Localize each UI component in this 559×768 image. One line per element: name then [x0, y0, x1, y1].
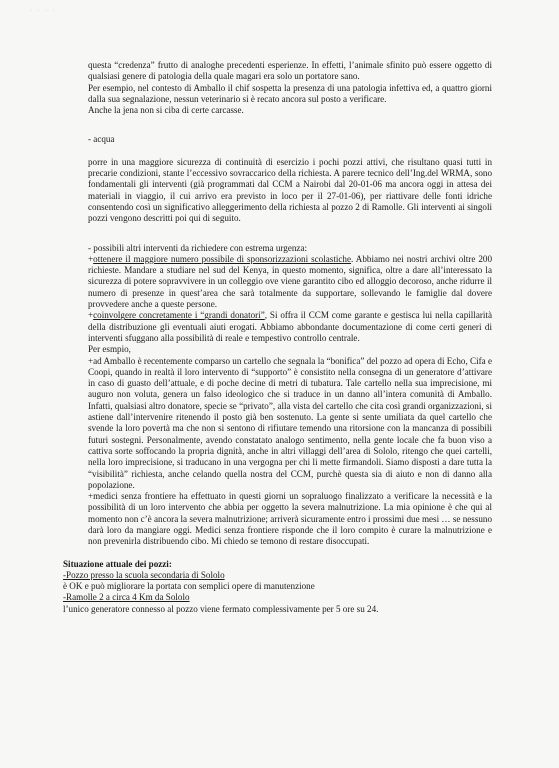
- well-2-text: l’unico generatore connesso al pozzo viene fermato complessivamente per 5 ore su 24.: [63, 603, 379, 614]
- paragraph-amballo-chif: Per esempio, nel contesto di Amballo il chif sospetta la presenza di una patologia infettiva ed, a quattro giorni dalla sua segnalazione, nessun veterinario si è recato ancora sul posto a verificare.: [88, 82, 492, 104]
- sponsorships-text: . Abbiamo nei nostri archivi oltre 200 richieste. Mandare a studiare nel sud del Kenya, in questo momento, significa, oltre a dare all’interessato la sicurezza di potere sopravvivere in un colleggio ove viene garantito cibo ed alloggio decoroso, anche ridurre il numero di presenze in quest’area che sarà totalmente da supportare, sollevando le famiglie dal dovere provvedere anche a queste persone.: [88, 253, 492, 310]
- donors-text: , Si offra il CCM come garante e gestisca lui nella capillarità della distribuzione gli eventuali aiuti erogati. Abbiamo abbondante documentazione di come certi generi di interventi sfuggano alla possibilità di reale e tempestivo controllo centrale.: [88, 310, 492, 343]
- example-intro: Per esmpio,: [88, 344, 131, 355]
- section-heading-water: - acqua: [88, 134, 115, 145]
- scan-artifact: · · · ·: [30, 8, 57, 14]
- section-heading-other-interventions: - possibili altri interventi da richiedere con estrema urgenza:: [88, 242, 308, 253]
- bullet-plus: +: [88, 253, 94, 264]
- well-1-title: -Pozzo presso la scuola secondaria di Sololo: [63, 569, 225, 580]
- paragraph-donors: [88, 310, 492, 344]
- paragraph-amballo-sign: +ad Amballo è recentemente comparso un cartello che segnala la “bonifica” del pozzo ad opera di Echo, Cifa e Coopi, quando in realtà il loro intervento di “supporto” è consistito nella consegna di un generatore d’attivare in caso di guasto dell’attuale, e di poche decine di metri di tubatura. Tale cartello nella sua imprecisione, mi auguro non voluta, genera un falso ideologico che si traduce in un danno all’intera comunità di Amballo. Infatti, qualsiasi altro donatore, specie se “privato”, alla vista del cartello che cita così grandi organizzazioni, si astiene dall’intervenire ritenendo il posto già ben sostenuto. La gente si sente umiliata da quel cartello che svende la loro povertà ma che non si sentono di rifiutare temendo una ritorsione con la mancanza di possibili futuri sostegni. Personalmente, avendo constatato analogo sentimento, nella gente locale che fa buon viso a cattiva sorte soffocando la propria dignità, anche in altri villaggi dell’area di Sololo, ritengo che quei cartelli, nella loro imprecisione, si traducano in una vergogna per chi li mette firmandoli. Siamo disposti a dare tutta la “visibilità” richiesta, anche celando quella nostra del CCM, purchè questa sia di aiuto e non di danno alla popolazione.: [88, 355, 492, 490]
- paragraph-msf: +medici senza frontiere ha effettuato in questi giorni un sopraluogo finalizzato a verificare la necessità e la possibilità di un loro intervento che abbia per oggetto la severa malnutrizione. La mia opinione è che qui al momento non c’è ancora la severa malnutrizione; arriverà sicuramente entro i prossimi due mesi … se nessuno darà loro da mangiare oggi. Medici senza frontiere risponde che il loro compito è curare la malnutrizione e non prevenirla distribuendo cibo. Mi chiedo se temono di restare disoccupati.: [88, 491, 492, 547]
- paragraph-credenza: questa “credenza” frutto di analoghe precedenti esperienze. In effetti, l’animale sfinito può essere oggetto di qualsiasi genere di patologia della quale magari era solo un portatore sano.: [88, 60, 492, 82]
- paragraph-jena: Anche la jena non si ciba di certe carcasse.: [88, 105, 244, 116]
- paragraph-sponsorships: [88, 254, 492, 310]
- well-1-text: è OK e può migliorare la portata con semplici opere di manutenzione: [63, 581, 315, 592]
- document-body: [63, 60, 492, 615]
- paragraph-water: porre in una maggiore sicurezza di continuità di esercizio i pochi pozzi attivi, che risultano quasi tutti in precarie condizioni, stante l’eccessivo sovraccarico della richiesta. A parere tecnico dell’Ing.del WRMA, sono fondamentali gli interventi (già programmati dal CCM a Nairobi dal 20-01-06 ma ancora oggi in attesa dei materiali in viaggio, il cui arrivo era previsto in loco per il 27-01-06), per riattivare delle fonti idriche consentendo così un significativo alleggerimento della richiesta al pozzo 2 di Ramolle. Gli interventi ai singoli pozzi vengono descritti poi qui di seguito.: [88, 156, 492, 224]
- wells-heading: Situazione attuale dei pozzi:: [63, 558, 172, 569]
- sponsorships-underlined: ottenere il maggiore numero possibile di sponsorizzazioni scolastiche: [93, 253, 352, 264]
- bullet-plus: +: [88, 310, 94, 321]
- well-2-title: -Ramolle 2 a circa 4 Km da Sololo: [63, 592, 190, 603]
- donors-underlined: coinvolgere concretamente i “grandi donatori”: [93, 310, 265, 321]
- wells-section: [63, 559, 492, 615]
